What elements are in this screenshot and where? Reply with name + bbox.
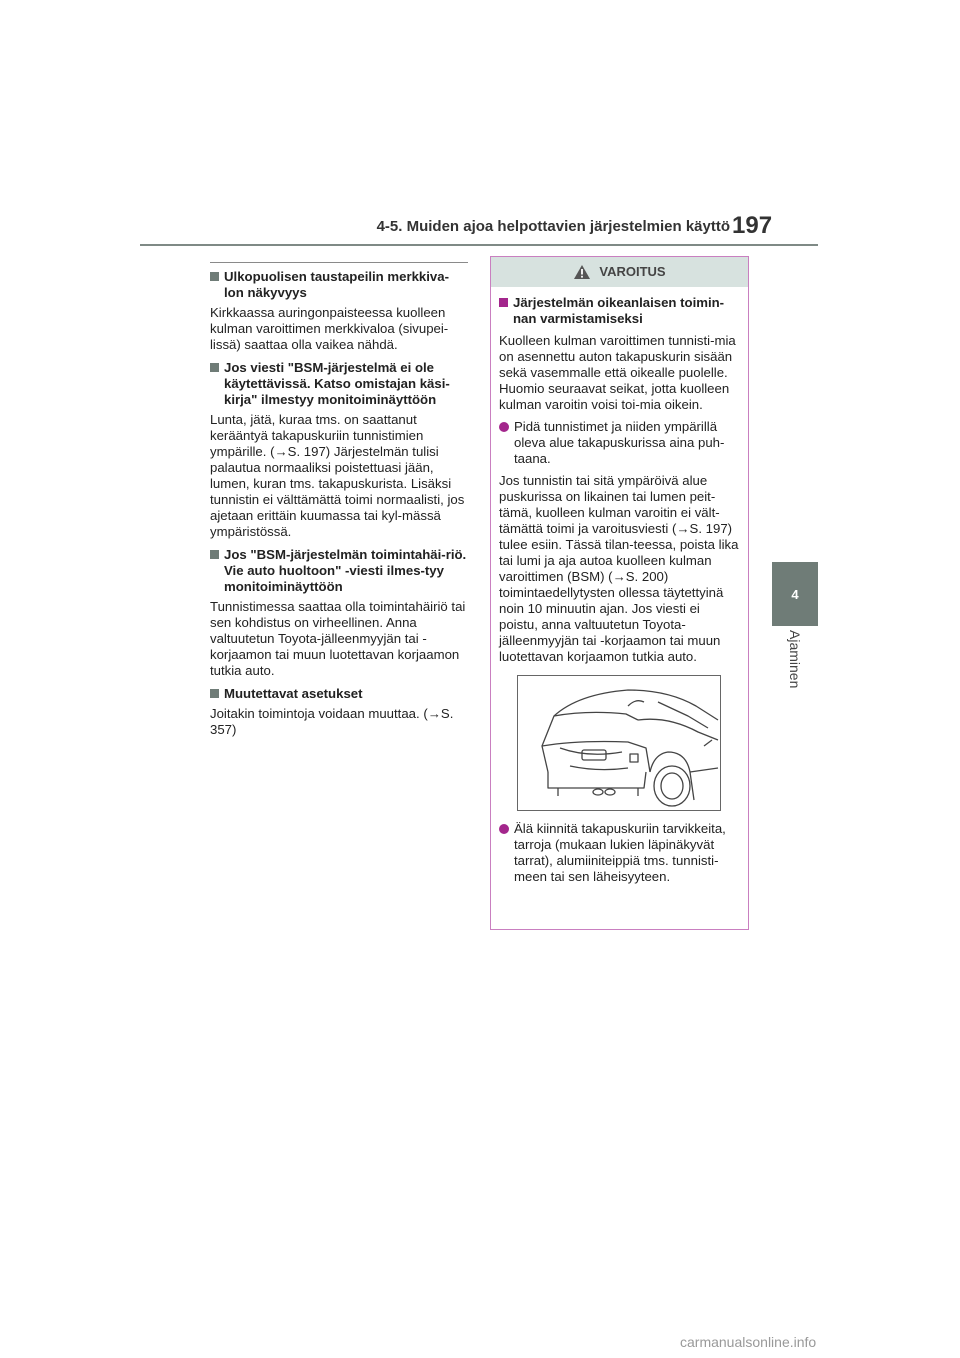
round-bullet-icon	[499, 422, 509, 432]
section-title: 4-5. Muiden ajoa helpottavien järjestelmien käyttö	[376, 218, 730, 235]
chapter-label: Ajaminen	[787, 630, 803, 689]
chapter-tab	[772, 562, 818, 626]
section-heading: Jos "BSM-järjestelmän toimintahäi-riö. Vie auto huoltoon" -viesti ilmes-tyy monitoiminäyttöön	[224, 547, 467, 594]
section-mirror-visibility	[210, 269, 468, 353]
section-settings	[210, 686, 468, 738]
section-text: Tunnistimessa saattaa olla toimintahäiriö tai sen kohdistus on virheellinen. Anna valtuutetun Toyota-jälleenmyyjän tai -korjaamon tai muun luotettavan korjaamon tutkia auto.	[210, 599, 466, 678]
section-heading: Ulkopuolisen taustapeilin merkkiva- lon näkyvyys	[224, 269, 449, 300]
header-divider	[140, 244, 818, 246]
car-rear-icon	[518, 676, 720, 810]
section-bsm-unavailable	[210, 360, 468, 540]
warning-label: VAROITUS	[599, 264, 666, 279]
square-bullet-icon	[499, 298, 508, 307]
left-column	[210, 262, 468, 745]
section-heading: Muutettavat asetukset	[224, 686, 363, 701]
warning-box	[490, 256, 749, 930]
warning-intro: Kuolleen kulman varoittimen tunnisti-mia on asennettu auton takapuskurin sisään sekä vasemmalle että oikealle puolelle. Huomio seuraavat seikat, jotta kuolleen kulman varoitin voisi toi-mia oikein.	[499, 333, 736, 412]
chapter-number: 4	[791, 586, 799, 602]
page-number: 197	[732, 212, 773, 239]
square-bullet-icon	[210, 272, 219, 281]
warning-header	[491, 257, 748, 287]
section-text: Kirkkaassa auringonpaisteessa kuolleen kulman varoittimen merkkivaloa (sivupei-lissä) saattaa olla vaikea nähdä.	[210, 305, 449, 352]
warning-bullet: Pidä tunnistimet ja niiden ympärillä oleva alue takapuskurissa aina puh-taana.	[499, 419, 740, 467]
watermark: carmanualsonline.info	[680, 1334, 817, 1350]
section-bsm-malfunction	[210, 547, 468, 679]
warning-triangle-icon	[573, 264, 591, 280]
section-text: Joitakin toimintoja voidaan muuttaa. (→S. 357)	[210, 706, 454, 737]
round-bullet-icon	[499, 824, 509, 834]
section-heading: Jos viesti "BSM-järjestelmä ei ole käytettävissä. Katso omistajan käsi-kirja" ilmestyy monitoiminäyttöön	[224, 360, 450, 407]
section-text: Lunta, jätä, kuraa tms. on saattanut kerääntyä takapuskuriin tunnistimien ympärille. (→S. 197) Järjestelmän tulisi palautua normaaliksi poistettuasi jään, lumen, kuran tms. takapuskurista. Lisäksi tunnistin ei välttämättä toimi normaalisti, jos ajetaan erittäin kuumassa tai kyl-mässä ympäristössä.	[210, 412, 465, 539]
column-divider	[210, 262, 468, 263]
warning-paragraph: Jos tunnistin tai sitä ympäröivä alue puskurissa on likainen tai lumen peit-tämä, kuolleen kulman varoitin ei vält-tämättä toimi ja varoitusviesti (→S. 197) tulee esiin. Tässä tilan-teessa, poista lika tai lumi ja aja autoa kuolleen kulman varoittimen (BSM) (→S. 200) toimintaedellytysten ollessa täytettyinä noin 10 minuutin ajan. Jos viesti ei poistu, anna valtuutetun Toyota-jälleenmyyjän tai -korjaamon tai muun luotettavan korjaamon tutkia auto.	[499, 473, 739, 664]
square-bullet-icon	[210, 550, 219, 559]
warning-bullet: Älä kiinnitä takapuskuriin tarvikkeita, tarroja (mukaan lukien läpinäkyvät tarrat), alumiiniteippiä tms. tunnisti-meen tai sen läheisyyteen.	[499, 821, 740, 885]
square-bullet-icon	[210, 363, 219, 372]
warning-title: Järjestelmän oikeanlaisen toimin-nan varmistamiseksi	[513, 295, 725, 326]
car-rear-illustration	[517, 675, 721, 811]
square-bullet-icon	[210, 689, 219, 698]
